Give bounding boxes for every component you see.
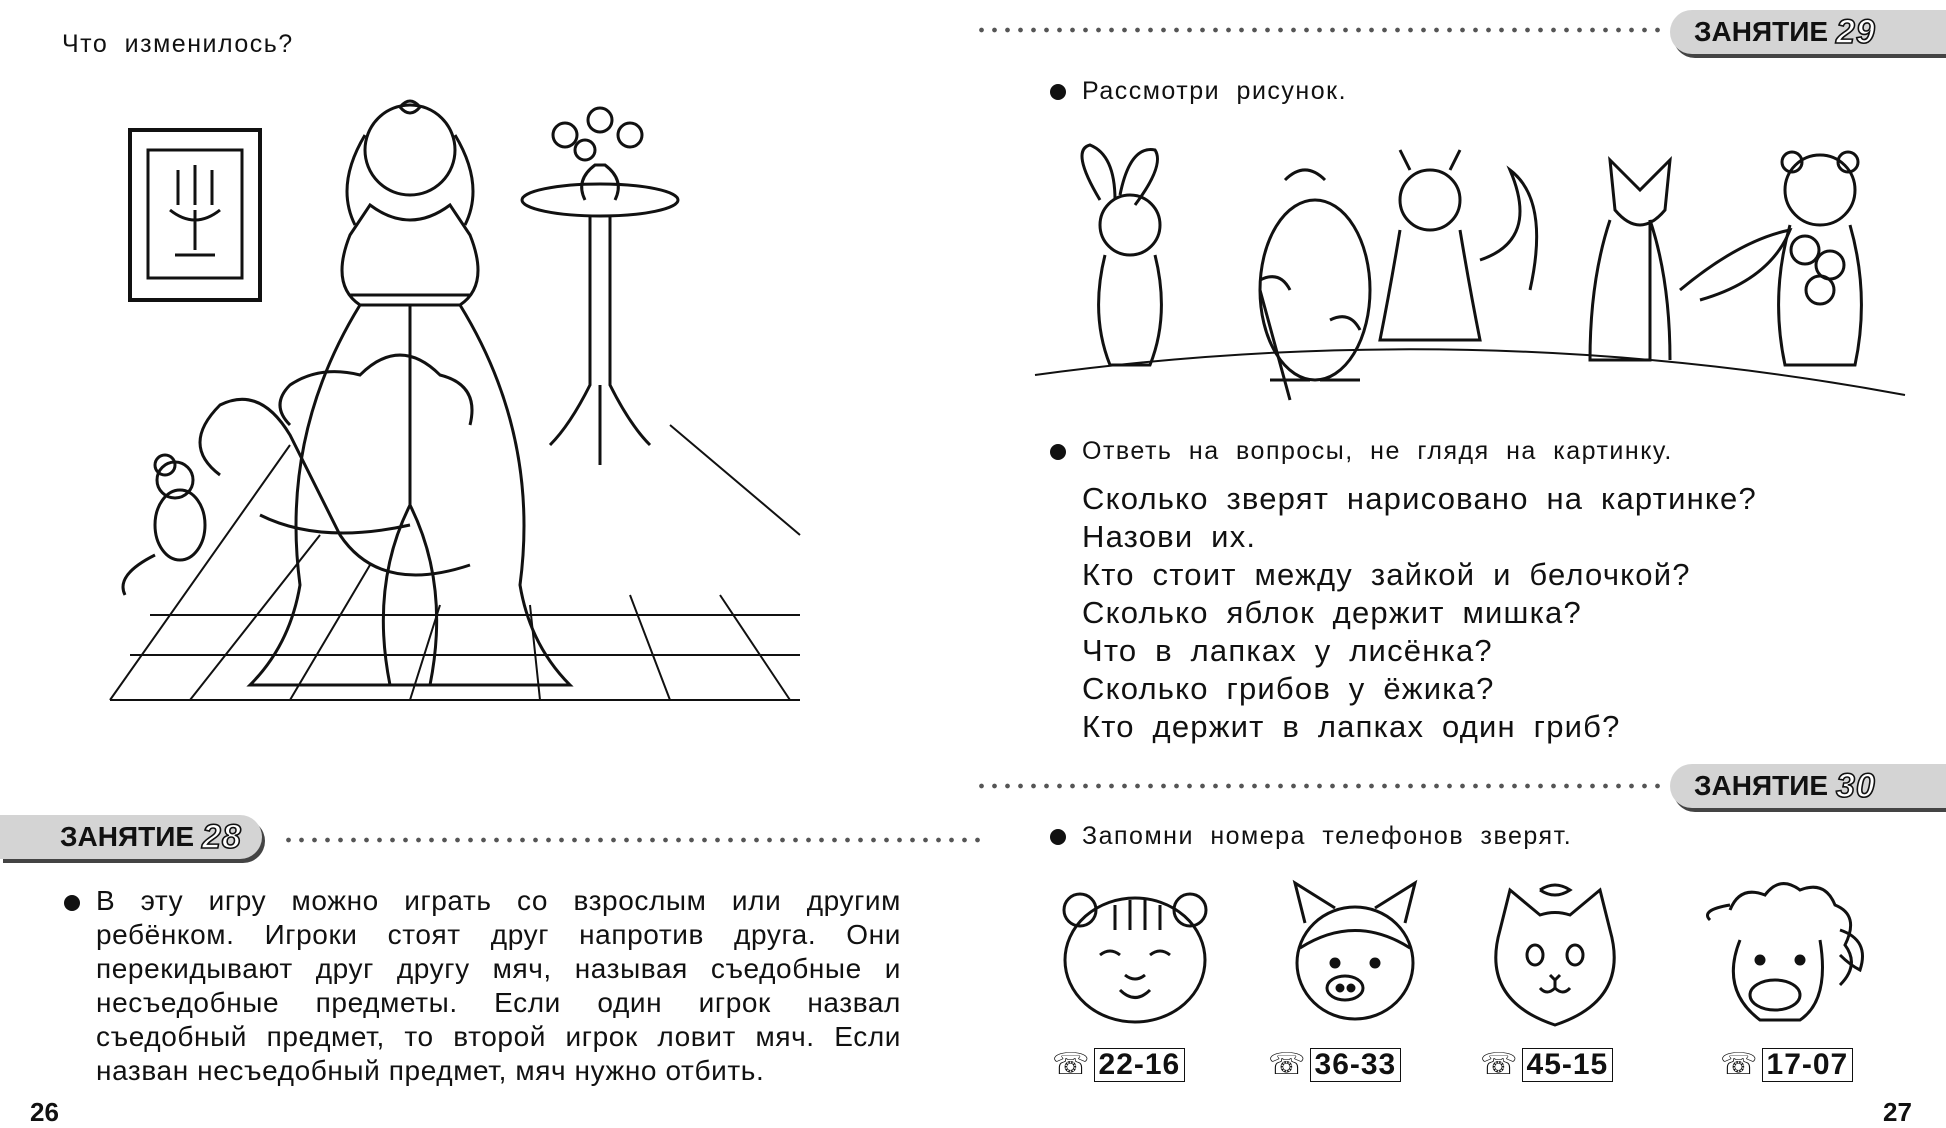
bear [1779,152,1862,365]
lesson-label: ЗАНЯТИЕ [1694,770,1829,801]
question-item: Сколько грибов у ёжика? [1082,671,1495,706]
page-number-right: 27 [1883,1097,1912,1127]
lesson-number: 29 [1836,12,1876,51]
lesson-30-banner [1670,764,1946,808]
phone-entry [1720,1047,1853,1082]
phone-number: 17-07 [1762,1048,1854,1082]
question-item: Кто держит в лапках один гриб? [1082,709,1621,744]
kitten-face [1480,880,1630,1030]
sofa [200,355,472,575]
lesson-28-banner [0,815,262,859]
lesson-29-banner [1670,10,1946,54]
question-item: Сколько яблок держит мишка? [1082,595,1582,630]
bullet [1050,84,1066,100]
table-with-vase [522,108,678,465]
princess [250,101,570,685]
tiger-cub-face [1050,880,1220,1030]
page-question: Что изменилось? [62,30,294,58]
princess-room-illustration [110,95,810,775]
instruction-remember: Запомни номера телефонов зверят. [1082,822,1573,850]
framed-picture [130,130,260,300]
bunny [1082,145,1161,365]
phone-entry [1480,1047,1613,1082]
floor-tiles [110,425,800,700]
lesson-number: 30 [1836,766,1876,805]
fox [1590,160,1790,360]
question-item: Назови их. [1082,519,1257,554]
piglet-face [1280,878,1430,1028]
questions-list [1082,480,1757,746]
phone-entry [1268,1047,1401,1082]
phone-entry [1052,1047,1185,1082]
instruction-answer: Ответь на вопросы, не глядя на картинку. [1082,437,1673,465]
instruction-look: Рассмотри рисунок. [1082,77,1348,105]
phone-number: 45-15 [1522,1048,1614,1082]
phone-number: 36-33 [1310,1048,1402,1082]
dotted-divider [282,837,982,843]
question-item: Сколько зверят нарисовано на картинке? [1082,481,1757,516]
squirrel [1380,150,1537,340]
lesson-number: 28 [202,817,242,856]
question-item: Что в лапках у лисёнка? [1082,633,1493,668]
lesson-28-text: В эту игру можно играть со взрослым или другим ребёнком. Игроки стоят друг напротив друга. Они перекидывают друг другу мяч, называя съедобные и несъедобные предметы. Если один игрок назвал съедобный предмет, то второй игрок ловит мяч. Если назван несъедобный предмет, мяч нужно отбить. [96,885,901,1086]
bullet [64,895,80,911]
phone-icon: ☏ [1480,1048,1518,1081]
lesson-label: ЗАНЯТИЕ [1694,16,1829,47]
lesson-label: ЗАНЯТИЕ [60,821,195,852]
phone-number: 22-16 [1094,1048,1186,1082]
mouse [123,455,205,595]
lamb-face [1700,880,1870,1030]
bullet [1050,444,1066,460]
phone-icon: ☏ [1052,1048,1090,1081]
dotted-divider [975,27,1665,33]
phone-icon: ☏ [1720,1048,1758,1081]
bullet [1050,829,1066,845]
dotted-divider [975,783,1665,789]
animals-illustration [1030,140,1910,410]
page-number-left: 26 [30,1097,59,1127]
phone-icon: ☏ [1268,1048,1306,1081]
hedgehog [1260,170,1370,400]
question-item: Кто стоит между зайкой и белочкой? [1082,557,1691,592]
